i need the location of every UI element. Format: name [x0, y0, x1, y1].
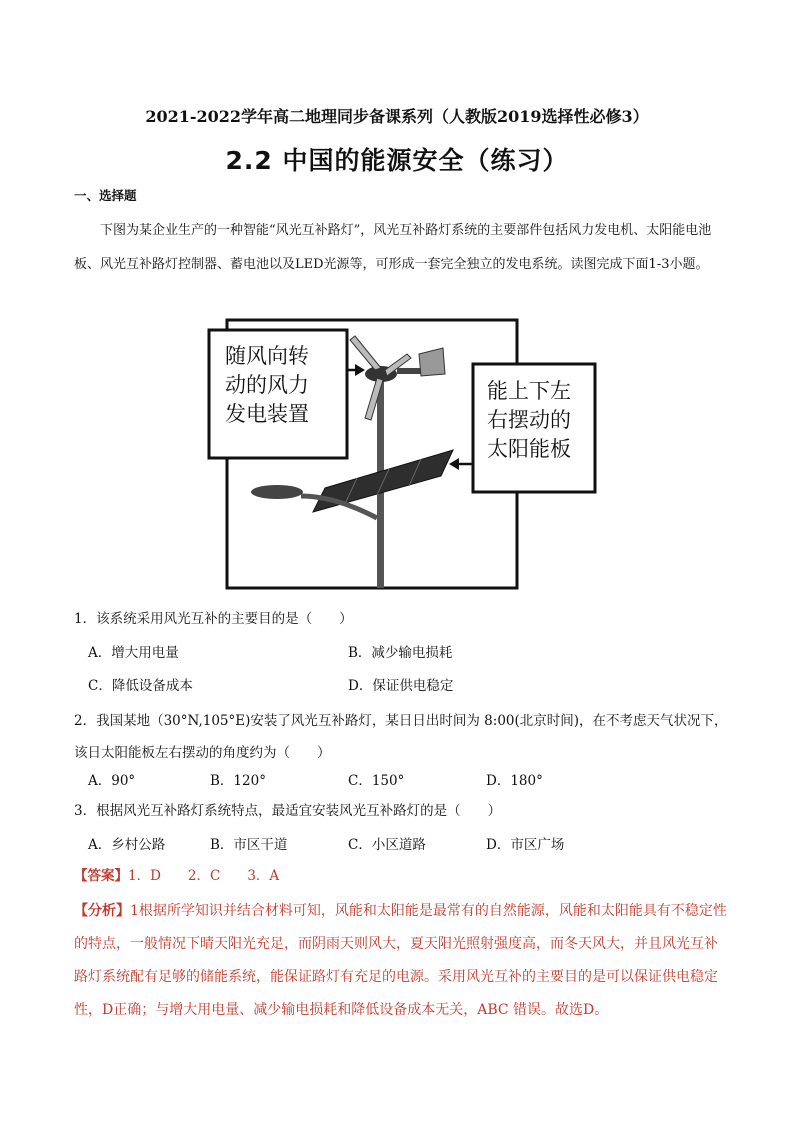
question-2-option-a: A．90° — [88, 773, 136, 789]
question-1-stem: 1．该系统采用风光互补的主要目的是（ ） — [74, 611, 353, 627]
analysis-paragraph — [74, 865, 728, 1027]
streetlight-diagram — [205, 318, 600, 590]
right-box-line-1: 能上下左 — [487, 379, 571, 403]
arrow-right-to-panel — [449, 458, 473, 470]
question-1-option-c: C．降低设备成本 — [88, 678, 193, 694]
question-2 — [74, 705, 734, 769]
question-1-option-a: A．增大用电量 — [88, 645, 179, 661]
left-box-line-1: 随风向转 — [225, 344, 309, 368]
analysis-tag: 【分析】 — [74, 903, 130, 919]
left-box-line-3: 发电装置 — [225, 402, 309, 426]
intro-paragraph: 下图为某企业生产的一种智能“风光互补路灯”，风光互补路灯系统的主要部件包括风力发电机、太阳能电池板、风光互补路灯控制器、蓄电池以及LED光源等，可形成一套完全独立的发电系统。读图完成下面1-3小题。 — [74, 223, 712, 272]
question-1 — [74, 608, 734, 630]
question-2-stem: 2．我国某地（30°N,105°E)安装了风光互补路灯，某日日出时间为 8:00(北京时间)，在不考虑天气状况下，该日太阳能板左右摆动的角度约为（ ） — [74, 713, 728, 761]
question-1-option-b: B．减少输电损耗 — [348, 645, 453, 661]
question-3-option-a: A．乡村公路 — [88, 837, 166, 853]
question-3-option-b: B．市区干道 — [210, 837, 288, 853]
document-title: 2.2 中国的能源安全（练习） — [225, 146, 569, 175]
document-subtitle: 2021-2022学年高二地理同步备课系列（人教版2019选择性必修3） — [145, 107, 649, 126]
wind-turbine-icon — [350, 336, 445, 420]
question-2-option-c: C．150° — [348, 773, 405, 789]
left-box-line-2: 动的风力 — [225, 373, 309, 397]
question-2-option-b: B．120° — [210, 773, 266, 789]
question-3-option-c: C．小区道路 — [348, 837, 426, 853]
question-3 — [74, 800, 734, 822]
right-box-line-2: 右摆动的 — [487, 408, 571, 432]
question-2-option-d: D．180° — [486, 773, 543, 789]
answer-text: 1．D 2．C 3．A — [128, 868, 280, 884]
answer-tag: 【答案】 — [74, 868, 128, 884]
section-heading: 一、选择题 — [74, 188, 137, 203]
question-3-option-d: D．市区广场 — [486, 837, 565, 853]
analysis-text: 1根据所学知识并结合材料可知，风能和太阳能是最常有的自然能源，风能和太阳能具有不稳定性的特点，一般情况下晴天阳光充足，而阴雨天则风大，夏天阳光照射强度高，而冬天风大，并且风光互补路灯系统配有足够的储能系统，能保证路灯有充足的电源。采用风光互补的主要目的是可以保证供电稳定性，D正确；与增大用电量、减少输电损耗和降低设备成本无关，ABC 错误。故选D。 — [74, 903, 727, 1018]
right-box-line-3: 太阳能板 — [487, 437, 571, 461]
arrow-left-to-turbine — [347, 364, 365, 376]
question-3-stem: 3．根据风光互补路灯系统特点，最适宜安装风光互补路灯的是（ ） — [74, 803, 502, 819]
question-1-option-d: D．保证供电稳定 — [348, 678, 454, 694]
